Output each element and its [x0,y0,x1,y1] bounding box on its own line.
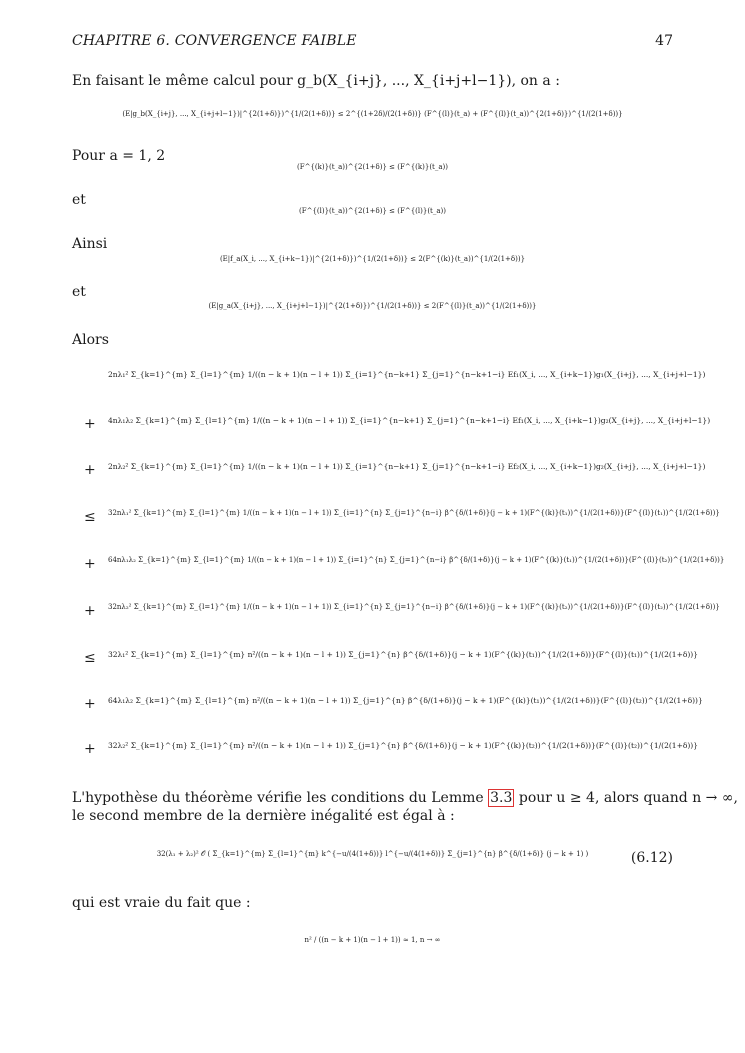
equation-6-12 [0,850,745,880]
inequality-term: 64nλ₁λ₂ Σ_{k=1}^{m} Σ_{l=1}^{m} 1/((n − k + 1)(n − l + 1)) Σ_{i=1}^{n} Σ_{j=1}^{n−i} β^{δ/(1+δ)}(j − k + 1)(F^{(k)}(t₁))^{1/(2(1+δ))}(F^{(l)}(t₂))^{1/(2(1+δ))} [108,556,725,564]
inequality-operator: ≤ [84,650,96,666]
inequality-line [0,509,745,539]
equation-fl-bound: (F^{(l)}(t_a))^{2(1+δ)} ≤ (F^{(l)}(t_a)) [298,207,447,215]
paragraph-et-2: et [72,284,86,300]
equation-number: (6.12) [630,850,673,866]
page-number: 47 [655,33,673,49]
chapter-title: CHAPITRE 6. CONVERGENCE FAIBLE [72,33,357,49]
inequality-term: 32nλ₂² Σ_{k=1}^{m} Σ_{l=1}^{m} 1/((n − k + 1)(n − l + 1)) Σ_{i=1}^{n} Σ_{j=1}^{n−i} β^{δ/(1+δ)}(j − k + 1)(F^{(k)}(t₂))^{1/(2(1+δ))}(F^{(l)}(t₂))^{1/(2(1+δ))} [108,603,720,611]
paragraph-hypothese-tail: pour u ≥ 4, alors quand n → ∞, [518,790,738,806]
inequality-term: 64λ₁λ₂ Σ_{k=1}^{m} Σ_{l=1}^{m} n²/((n − k + 1)(n − l + 1)) Σ_{j=1}^{n} β^{δ/(1+δ)}(j − k + 1)(F^{(k)}(t₁))^{1/(2(1+δ))}(F^{(l)}(t₂))^{1/(2(1+δ))} [108,696,703,705]
inequality-line [0,603,745,633]
paragraph-ainsi: Ainsi [72,236,108,252]
inequality-line [0,741,745,771]
inequality-line [0,462,745,492]
paragraph-et-1: et [72,192,86,208]
inequality-operator: + [84,556,96,572]
inequality-term: 4nλ₁λ₂ Σ_{k=1}^{m} Σ_{l=1}^{m} 1/((n − k + 1)(n − l + 1)) Σ_{i=1}^{n−k+1} Σ_{j=1}^{n−k+1−i} Ef₁(X_i, ..., X_{i+k−1})g₂(X_{i+j}, ..., X_{i+j+l−1}) [108,416,711,425]
page-header [72,33,673,51]
inequality-line [0,416,745,446]
inequality-term: 2nλ₁² Σ_{k=1}^{m} Σ_{l=1}^{m} 1/((n − k + 1)(n − l + 1)) Σ_{i=1}^{n−k+1} Σ_{j=1}^{n−k+1−i} Ef₁(X_i, ..., X_{i+k−1})g₁(X_{i+j}, ..., X_{i+j+l−1}) [108,370,706,379]
inequality-term: 2nλ₂² Σ_{k=1}^{m} Σ_{l=1}^{m} 1/((n − k + 1)(n − l + 1)) Σ_{i=1}^{n−k+1} Σ_{j=1}^{n−k+1−i} Ef₂(X_i, ..., X_{i+k−1})g₂(X_{i+j}, ..., X_{i+j+l−1}) [108,462,706,471]
paragraph-hypothese-text: L'hypothèse du théorème vérifie les conditions du Lemme [72,790,484,806]
inequality-line [0,696,745,726]
inequality-line [0,650,745,680]
equation-limit: n² / ((n − k + 1)(n − l + 1)) ≈ 1, n → ∞ [304,936,441,944]
equation-gb-moment: (E|g_b(X_{i+j}, ..., X_{i+j+l−1})|^{2(1+δ)})^{1/(2(1+δ))} ≤ 2^{(1+2δ)/(2(1+δ))} (F^{(l)}(t_a) + (F^{(l)}(t_a))^{2(1+δ)})^{1/(2(1+δ))} [122,110,623,118]
paragraph-second-membre: le second membre de la dernière inégalité est égal à : [72,808,455,824]
paragraph-qui-est-vraie: qui est vraie du fait que : [72,895,251,911]
paragraph-pour-a: Pour a = 1, 2 [72,148,166,164]
equation-fa-moment: (E|f_a(X_i, ..., X_{i+k−1})|^{2(1+δ)})^{1/(2(1+δ))} ≤ 2(F^{(k)}(t_a))^{1/(2(1+δ))} [219,255,526,263]
equation-ga-moment: (E|g_a(X_{i+j}, ..., X_{i+j+l−1})|^{2(1+δ)})^{1/(2(1+δ))} ≤ 2(F^{(l)}(t_a))^{1/(2(1+δ))} [208,302,537,310]
inequality-operator: + [84,741,96,757]
inequality-operator: + [84,416,96,432]
inequality-line [0,370,745,400]
inequality-operator: + [84,462,96,478]
inequality-line [0,556,745,586]
lemma-reference-link[interactable]: 3.3 [490,790,513,806]
paragraph-intro: En faisant le même calcul pour g_b(X_{i+j}, ..., X_{i+j+l−1}), on a : [72,73,560,89]
inequality-operator: ≤ [84,509,96,525]
inequality-term: 32λ₁² Σ_{k=1}^{m} Σ_{l=1}^{m} n²/((n − k + 1)(n − l + 1)) Σ_{j=1}^{n} β^{δ/(1+δ)}(j − k + 1)(F^{(k)}(t₁))^{1/(2(1+δ))}(F^{(l)}(t₁))^{1/(2(1+δ))} [108,650,699,659]
paragraph-hypothese [72,789,738,807]
inequality-term: 32λ₂² Σ_{k=1}^{m} Σ_{l=1}^{m} n²/((n − k + 1)(n − l + 1)) Σ_{j=1}^{n} β^{δ/(1+δ)}(j − k + 1)(F^{(k)}(t₂))^{1/(2(1+δ))}(F^{(l)}(t₂))^{1/(2(1+δ))} [108,741,699,750]
inequality-term: 32nλ₁² Σ_{k=1}^{m} Σ_{l=1}^{m} 1/((n − k + 1)(n − l + 1)) Σ_{i=1}^{n} Σ_{j=1}^{n−i} β^{δ/(1+δ)}(j − k + 1)(F^{(k)}(t₁))^{1/(2(1+δ))}(F^{(l)}(t₁))^{1/(2(1+δ))} [108,509,720,517]
equation-6-12-body: 32(λ₁ + λ₂)² 𝒪 ( Σ_{k=1}^{m} Σ_{l=1}^{m} k^{−u/(4(1+δ))} l^{−u/(4(1+δ))} Σ_{j=1}^{n} β^{δ/(1+δ)} (j − k + 1) ) [156,850,589,858]
inequality-operator: + [84,696,96,712]
inequality-operator: + [84,603,96,619]
paragraph-alors: Alors [72,332,109,348]
equation-fk-bound: (F^{(k)}(t_a))^{2(1+δ)} ≤ (F^{(k)}(t_a)) [296,163,449,171]
